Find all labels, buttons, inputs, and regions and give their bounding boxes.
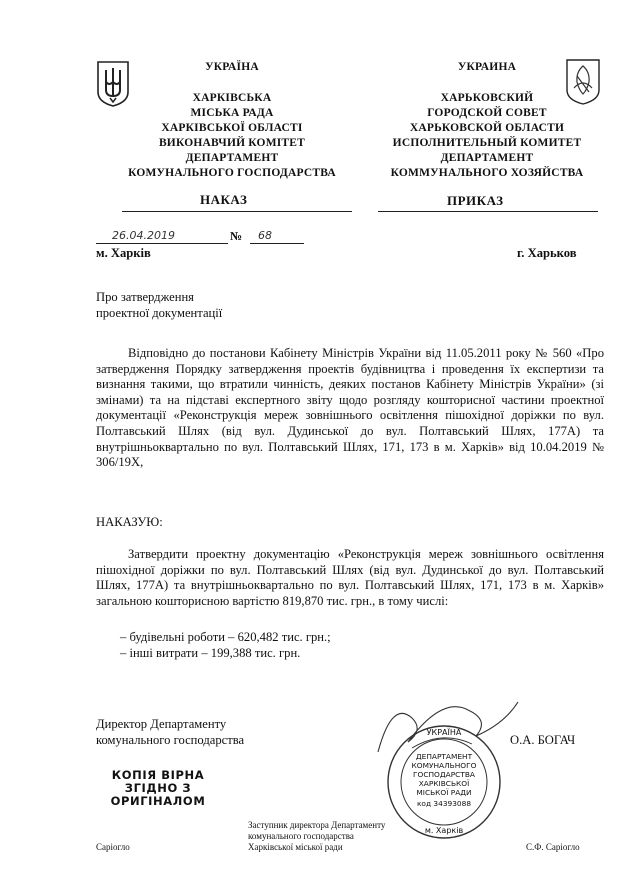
footer-cert-line: комунального господарства xyxy=(248,831,354,841)
signature-position-line: Директор Департаменту xyxy=(96,717,227,731)
seal-line: МІСЬКОЇ РАДИ xyxy=(416,788,472,797)
copy-stamp-line: КОПІЯ ВІРНА xyxy=(111,768,205,782)
header-left-line: КОМУНАЛЬНОГО ГОСПОДАРСТВА xyxy=(128,167,336,179)
header-right-line: ХАРЬКОВСКИЙ xyxy=(440,92,534,104)
footer-executor: Саріогло xyxy=(96,842,130,852)
header-left-line: ХАРКІВСЬКОЇ ОБЛАСТІ xyxy=(161,122,303,134)
number-underline xyxy=(250,243,304,244)
signatory-name: О.А. БОГАЧ xyxy=(510,733,576,747)
header-right-line: ГОРОДСКОЙ СОВЕТ xyxy=(427,107,547,119)
copy-stamp-line: ЗГІДНО З xyxy=(124,781,192,795)
header-right xyxy=(372,60,602,181)
seal-line: КОМУНАЛЬНОГО xyxy=(411,761,477,770)
seal-center xyxy=(402,752,486,808)
footer-cert-line: Харківської міської ради xyxy=(248,842,343,852)
header-right-line: ДЕПАРТАМЕНТ xyxy=(440,152,534,164)
decision-paragraph: Затвердити проектну документацію «Реконструкція мереж зовнішнього освітлення пішохідної доріжки по вул. Полтавський Шлях (від вул. Дудинської до вул. Полтавський Шлях, 177А) та внутрішньоквартально по вул. Полтавський Шлях, 171, 173 в м. Харків» загальною кошторисною вартістю 819,870 тис. грн., в тому числі: xyxy=(96,547,604,608)
header-left-country: УКРАЇНА xyxy=(205,61,259,73)
order-date: 26.04.2019 xyxy=(112,229,175,242)
cost-item: – інші витрати – 199,388 тис. грн. xyxy=(120,645,301,660)
header-left-line: МІСЬКА РАДА xyxy=(190,107,274,119)
footer-certification xyxy=(248,820,385,853)
seal-line: ДЕПАРТАМЕНТ xyxy=(415,752,473,761)
seal-line: ГОСПОДАРСТВА xyxy=(413,770,475,779)
subject xyxy=(96,290,222,321)
seal-bottom-text: м. Харків xyxy=(424,826,464,835)
header-left-line: ХАРКІВСЬКА xyxy=(192,92,272,104)
cost-item: – будівельні роботи – 620,482 тис. грн.; xyxy=(120,630,331,644)
header-left-line: ДЕПАРТАМЕНТ xyxy=(185,152,279,164)
header-rule-left xyxy=(122,211,352,212)
cost-items xyxy=(120,630,331,661)
order-number: 68 xyxy=(258,229,272,242)
subject-line: проектної документації xyxy=(96,305,223,320)
header-right-country: УКРАИНА xyxy=(457,61,517,73)
city-ru: г. Харьков xyxy=(517,246,577,260)
footer-certifier-name: С.Ф. Саріогло xyxy=(526,842,580,852)
header-rule-right xyxy=(378,211,598,212)
signature-position xyxy=(96,717,244,748)
city-ua: м. Харків xyxy=(96,246,151,260)
footer-cert-line: Заступник директора Департаменту xyxy=(248,820,386,830)
order-word: НАКАЗУЮ: xyxy=(96,515,163,529)
header-right-line: КОММУНАЛЬНОГО ХОЗЯЙСТВА xyxy=(390,167,584,179)
header-right-line: ИСПОЛНИТЕЛЬНЫЙ КОМИТЕТ xyxy=(392,137,582,149)
date-underline xyxy=(96,243,228,244)
seal-code: код 34393088 xyxy=(416,799,472,808)
seal-line: ХАРКІВСЬКОЇ xyxy=(418,779,470,788)
number-label: № xyxy=(230,229,243,243)
copy-stamp-line: ОРИГІНАЛОМ xyxy=(110,794,206,808)
header-right-line: ХАРЬКОВСКОЙ ОБЛАСТИ xyxy=(409,122,565,134)
header-left-line: ВИКОНАВЧИЙ КОМІТЕТ xyxy=(158,137,306,149)
preamble-paragraph: Відповідно до постанови Кабінету Міністрів України від 11.05.2011 року № 560 «Про затвердження Порядку затвердження проектів будівництва і проведення їх експертизи та визнання такими, що втратили чинність, деяких постанов Кабінету Міністрів України» (зі змінами) та на підставі експертного звіту щодо розгляду кошторисної частини проектної документації «Реконструкція мереж зовнішнього освітлення пішохідної доріжки по вул. Полтавський Шлях (від вул. Дудинської до вул. Полтавський Шлях, 177А) та внутрішньоквартально по вул. Полтавський Шлях, 171, 173 в м. Харків» від 10.04.2019 № 306/19Х, xyxy=(96,346,604,470)
doc-type-ua: НАКАЗ xyxy=(200,192,248,207)
signature-position-line: комунального господарства xyxy=(96,732,245,747)
doc-type-ru: ПРИКАЗ xyxy=(447,193,504,208)
copy-certified-stamp xyxy=(106,769,210,808)
subject-line: Про затвердження xyxy=(96,290,194,304)
header-left xyxy=(112,60,352,181)
seal-top-text: УКРАЇНА xyxy=(426,728,462,737)
round-seal xyxy=(384,722,504,842)
